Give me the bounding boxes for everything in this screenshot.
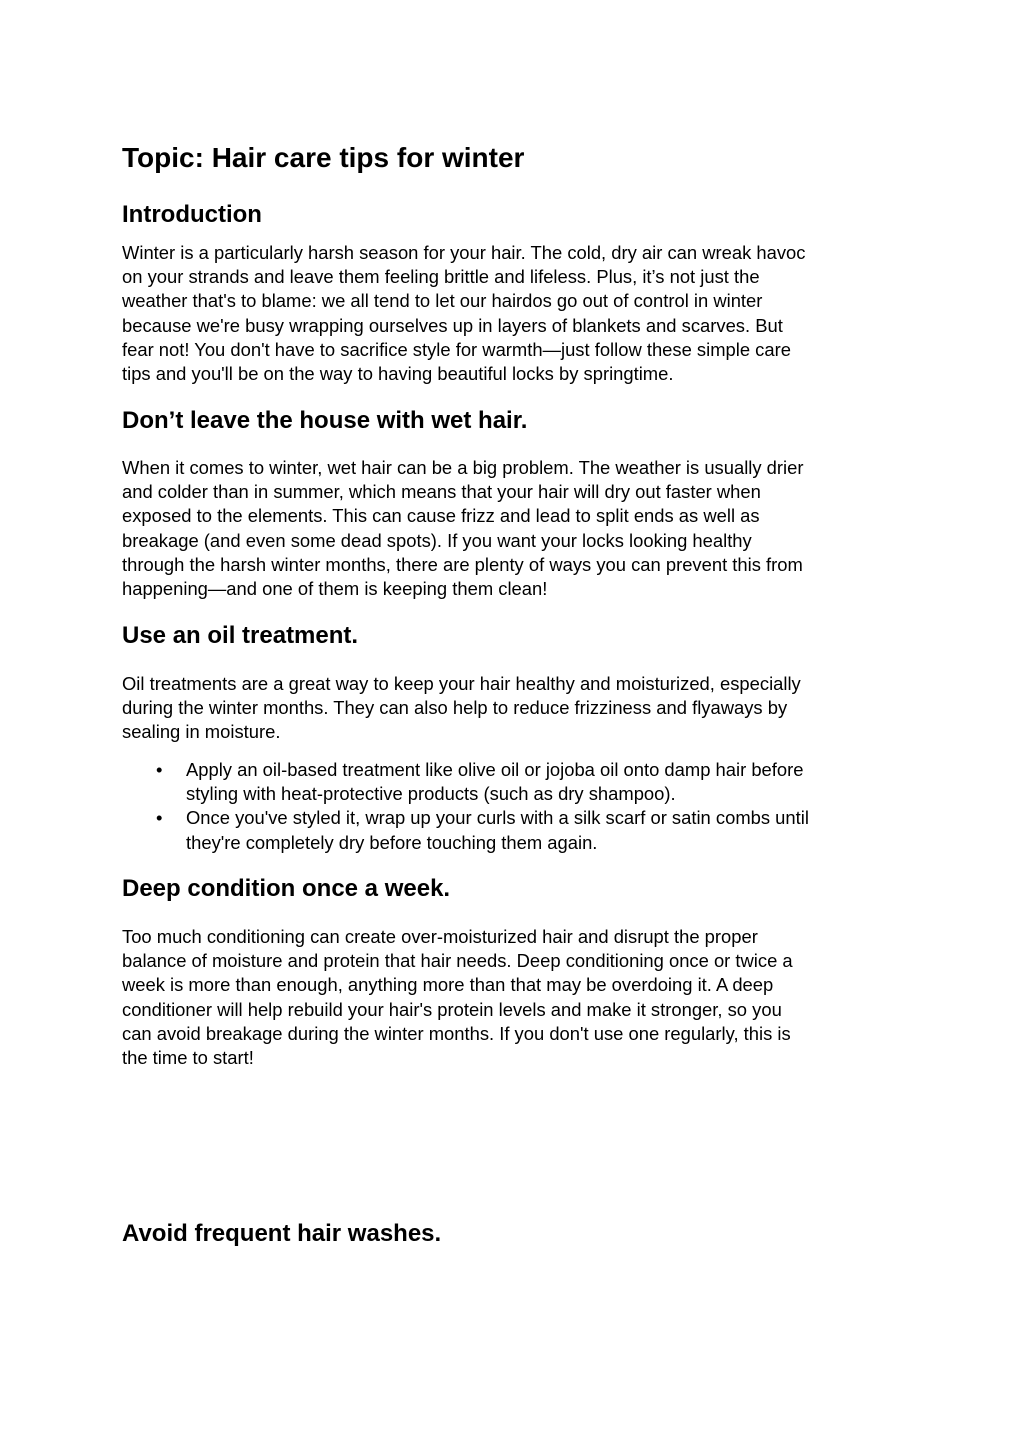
text-line: tips and you'll be on the way to having beautiful locks by springtime. xyxy=(122,363,674,385)
text-line: styling with heat-protective products (such as dry shampoo). xyxy=(186,783,676,805)
text-line: Apply an oil-based treatment like olive oil or jojoba oil onto damp hair before xyxy=(186,759,804,780)
text-line: exposed to the elements. This can cause frizz and lead to split ends as well as xyxy=(122,505,760,527)
section-heading-oil-treatment: Use an oil treatment. xyxy=(122,622,359,649)
text-line: Winter is a particularly harsh season for your hair. The cold, dry air can wreak havoc xyxy=(122,242,806,263)
text-line: and colder than in summer, which means that your hair will dry out faster when xyxy=(122,481,761,503)
text-line: sealing in moisture. xyxy=(122,721,281,743)
section-heading-introduction: Introduction xyxy=(122,201,262,228)
text-line: Oil treatments are a great way to keep your hair healthy and moisturized, especially xyxy=(122,673,801,694)
introduction-paragraph xyxy=(122,241,902,386)
section-heading-deep-condition: Deep condition once a week. xyxy=(122,875,451,902)
list-item xyxy=(122,758,809,806)
text-line: balance of moisture and protein that hair needs. Deep conditioning once or twice a xyxy=(122,950,793,972)
text-line: during the winter months. They can also help to reduce frizziness and flyaways by xyxy=(122,697,788,719)
text-line: through the harsh winter months, there are plenty of ways you can prevent this from xyxy=(122,553,803,575)
text-line: because we're busy wrapping ourselves up in layers of blankets and scarves. But xyxy=(122,314,783,336)
text-line: happening—and one of them is keeping them clean! xyxy=(122,578,548,600)
text-line: they're completely dry before touching them again. xyxy=(186,831,598,853)
text-line: Once you've styled it, wrap up your curls with a silk scarf or satin combs until xyxy=(186,807,809,829)
text-line: fear not! You don't have to sacrifice style for warmth—just follow these simple care xyxy=(122,338,791,360)
deep-condition-paragraph xyxy=(122,925,902,1070)
text-line: Too much conditioning can create over-moisturized hair and disrupt the proper xyxy=(122,926,758,947)
oil-treatment-paragraph xyxy=(122,672,902,745)
section-heading-wet-hair: Don’t leave the house with wet hair. xyxy=(122,407,528,434)
text-line: the time to start! xyxy=(122,1047,254,1069)
page-title: Topic: Hair care tips for winter xyxy=(122,142,525,173)
text-line: conditioner will help rebuild your hair's protein levels and make it stronger, so you xyxy=(122,998,782,1020)
text-line: can avoid breakage during the winter months. If you don't use one regularly, this is xyxy=(122,1022,791,1044)
bullet-icon: • xyxy=(156,759,163,780)
section-heading-avoid-washes: Avoid frequent hair washes. xyxy=(122,1220,442,1247)
wet-hair-paragraph xyxy=(122,456,902,601)
oil-treatment-bullet-list xyxy=(122,758,809,855)
text-line: weather that's to blame: we all tend to let our hairdos go out of control in winter xyxy=(122,290,763,312)
text-line: breakage (and even some dead spots). If you want your locks looking healthy xyxy=(122,529,752,551)
bullet-icon: • xyxy=(156,807,163,829)
document-page xyxy=(122,0,902,1447)
text-line: When it comes to winter, wet hair can be a big problem. The weather is usually drier xyxy=(122,457,804,478)
text-line: on your strands and leave them feeling brittle and lifeless. Plus, it’s not just the xyxy=(122,266,760,288)
list-item xyxy=(122,806,809,854)
text-line: week is more than enough, anything more than that may be overdoing it. A deep xyxy=(122,974,774,996)
